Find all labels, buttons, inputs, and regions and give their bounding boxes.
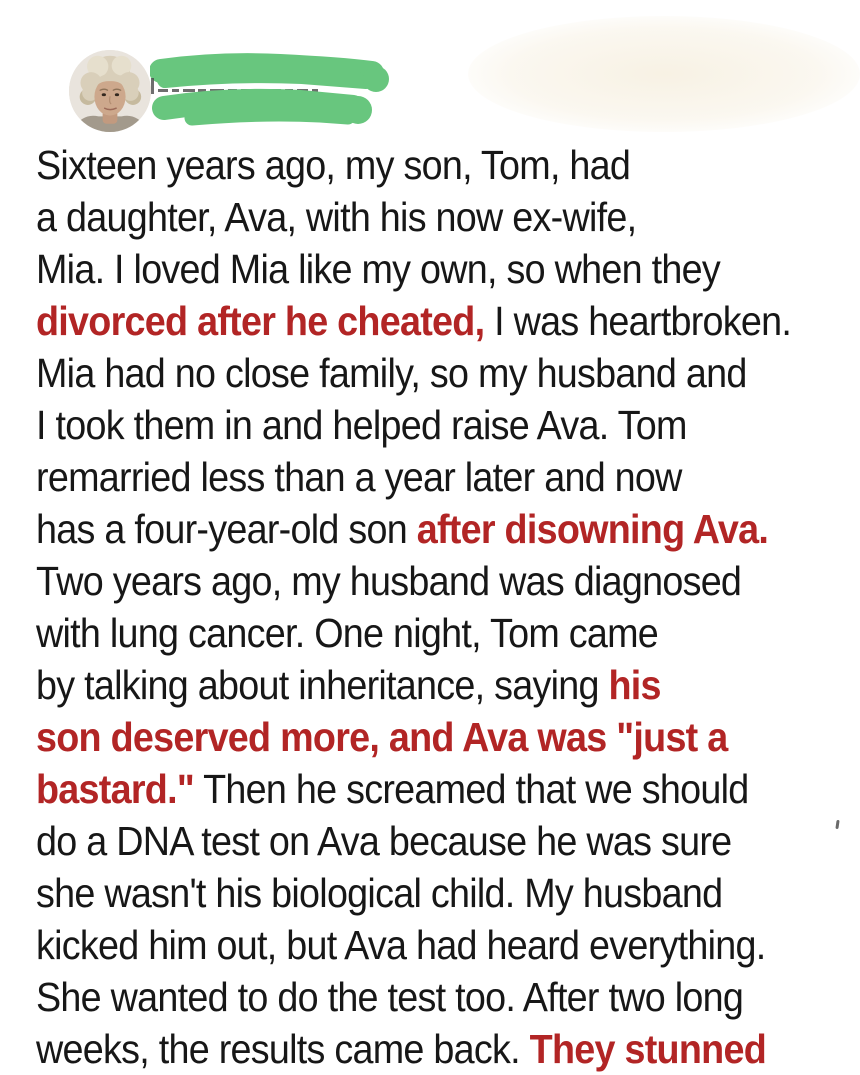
story-segment: remarried less than a year later and now <box>36 454 682 500</box>
highlighted-segment: after disowning Ava. <box>416 506 769 552</box>
highlighted-segment: son deserved more, and Ava was "just a <box>36 714 728 760</box>
story-line <box>36 139 860 191</box>
story-line <box>36 867 860 919</box>
highlighted-segment: divorced after he cheated, <box>36 298 485 344</box>
story-segment: has a four-year-old son <box>36 506 417 552</box>
post-header <box>0 0 860 139</box>
story-segment: kicked him out, but Ava had heard everything. <box>36 922 766 968</box>
story-segment: do a DNA test on Ava because he was sure <box>36 818 732 864</box>
story-line <box>36 347 860 399</box>
story-segment: Then he screamed that we should <box>194 766 749 812</box>
story-line <box>36 763 860 815</box>
story-line <box>36 243 860 295</box>
story-line <box>36 659 860 711</box>
story-line <box>36 1023 860 1075</box>
highlighted-segment: They stunned <box>529 1026 767 1072</box>
profile-avatar[interactable] <box>69 50 151 132</box>
story-line <box>36 295 860 347</box>
story-text <box>36 139 860 1075</box>
story-line <box>36 919 860 971</box>
story-segment: with lung cancer. One night, Tom came <box>36 610 659 656</box>
story-segment: I took them in and helped raise Ava. Tom <box>36 402 687 448</box>
story-line <box>36 555 860 607</box>
story-segment: Sixteen years ago, my son, Tom, had <box>36 142 631 188</box>
story-line <box>36 815 860 867</box>
highlighted-segment: his <box>608 662 661 708</box>
story-line <box>36 607 860 659</box>
story-line <box>36 503 860 555</box>
highlighted-segment: bastard." <box>36 766 195 812</box>
story-line <box>36 971 860 1023</box>
story-segment: She wanted to do the test too. After two long <box>36 974 744 1020</box>
redacted-name-scribble <box>150 52 398 132</box>
avatar-photo-icon <box>69 50 151 132</box>
story-segment: a daughter, Ava, with his now ex-wife, <box>36 194 637 240</box>
story-segment: Two years ago, my husband was diagnosed <box>36 558 742 604</box>
story-segment: by talking about inheritance, saying <box>36 662 609 708</box>
story-line <box>36 191 860 243</box>
story-segment: Mia. I loved Mia like my own, so when they <box>36 246 720 292</box>
story-line <box>36 399 860 451</box>
story-segment: weeks, the results came back. <box>36 1026 530 1072</box>
story-line <box>36 451 860 503</box>
story-segment: I was heartbroken. <box>484 298 792 344</box>
story-segment: Mia had no close family, so my husband and <box>36 350 747 396</box>
story-segment: she wasn't his biological child. My husband <box>36 870 723 916</box>
story-line <box>36 711 860 763</box>
highlighter-smudge <box>468 16 860 132</box>
